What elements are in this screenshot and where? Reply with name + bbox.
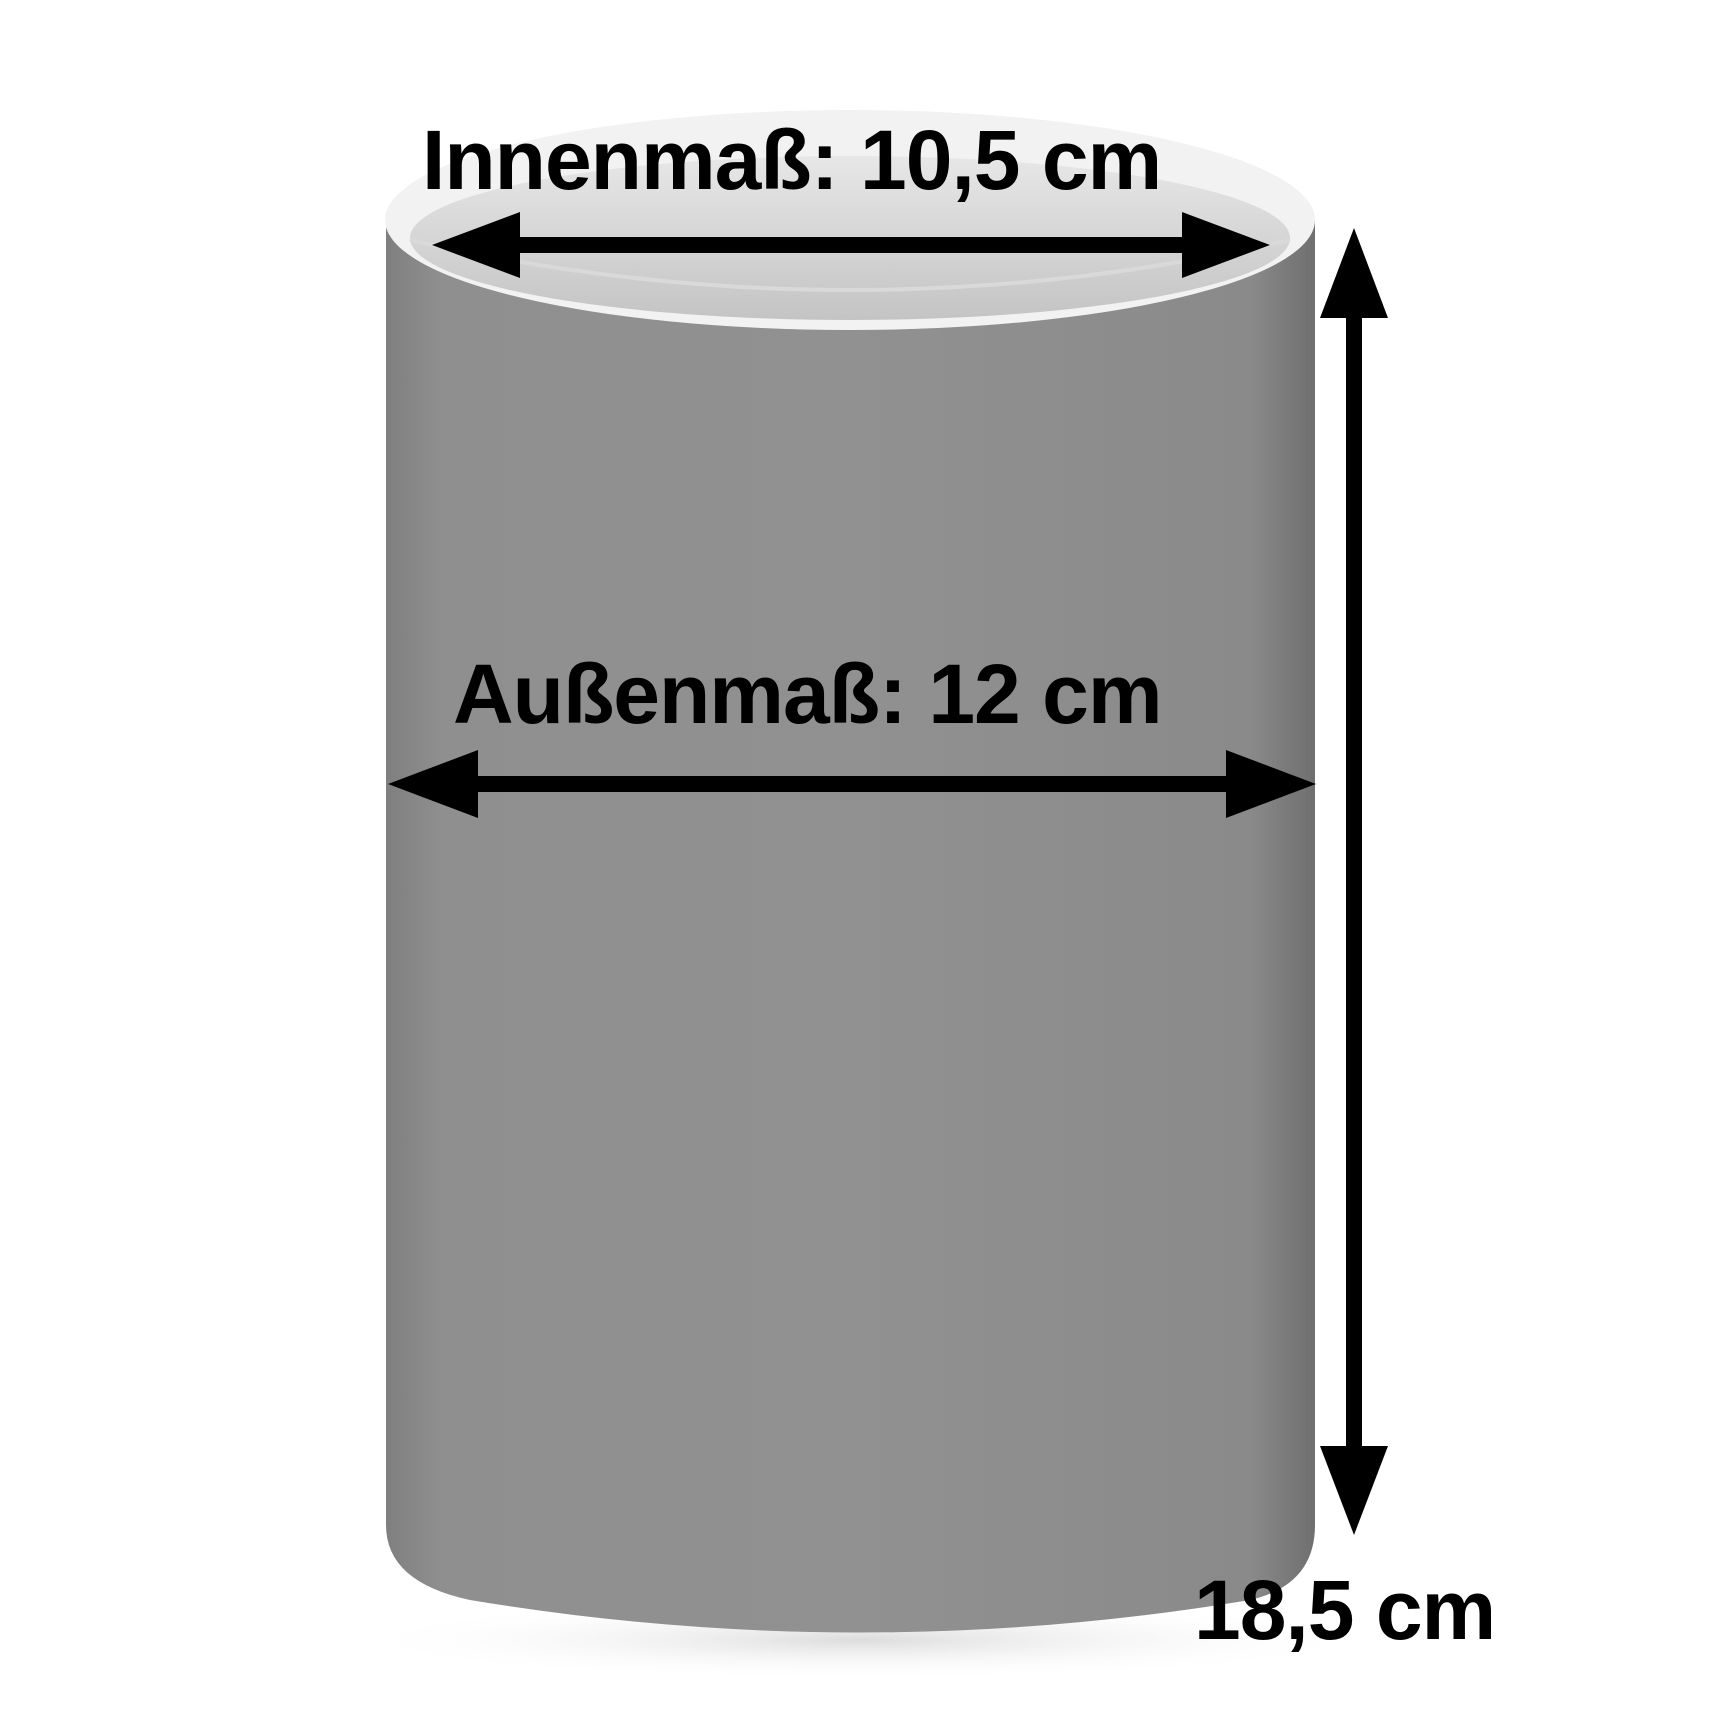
- cylinder-body: [386, 220, 1315, 1633]
- inner-dimension-label: Innenmaß: 10,5 cm: [422, 113, 1162, 207]
- height-dimension-label: 18,5 cm: [1194, 1563, 1496, 1657]
- outer-dimension-label: Außenmaß: 12 cm: [453, 647, 1162, 741]
- height-arrow: [1320, 228, 1388, 1535]
